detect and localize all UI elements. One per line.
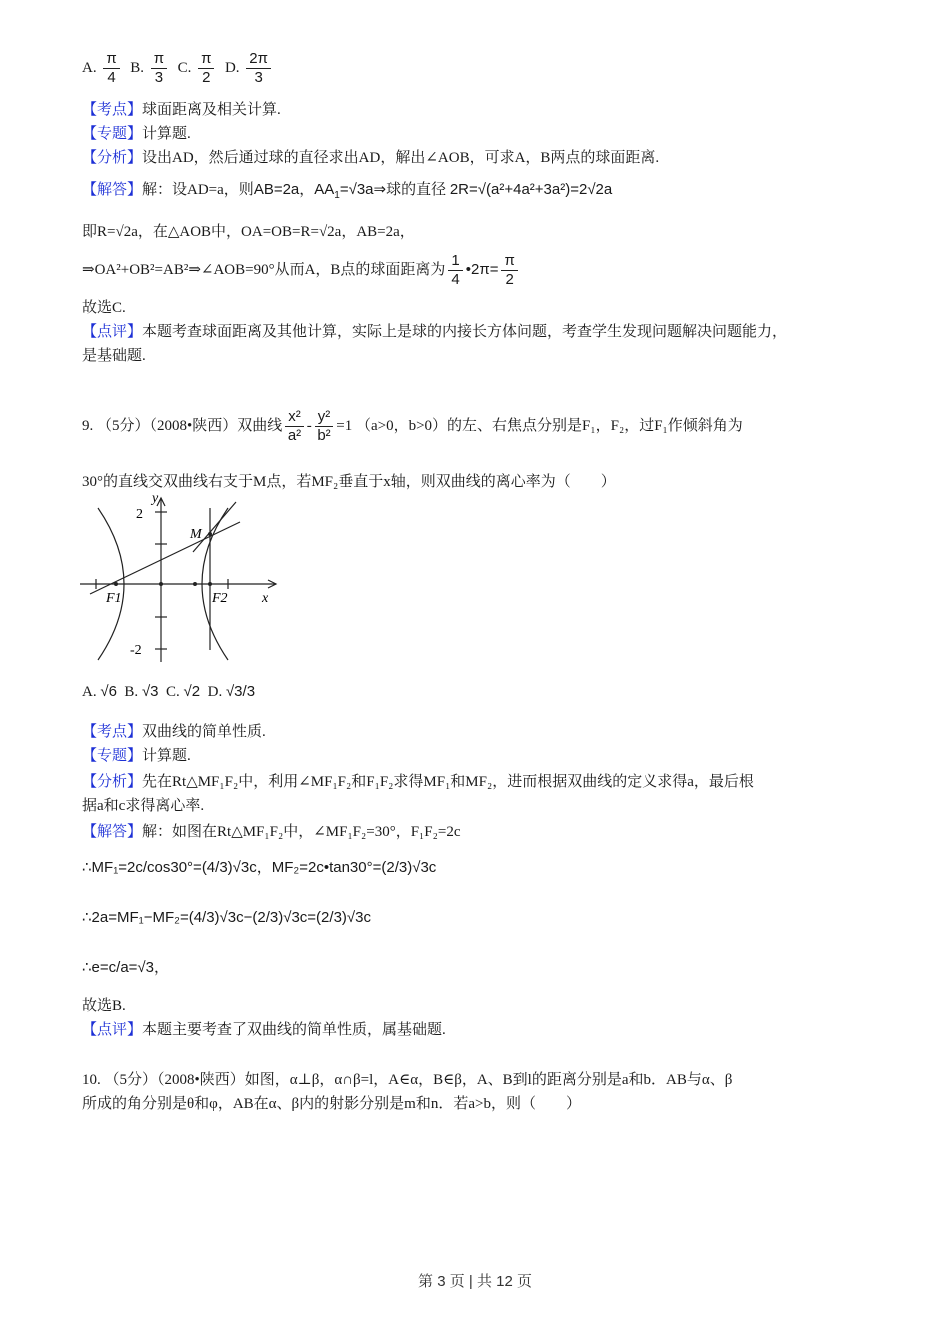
q9-jieda-line3: ∴2a=MF₁−MF₂=(4/3)√3c−(2/3)√3c=(2/3)√3c	[82, 909, 371, 926]
q9-guxuan: 故选B.	[82, 998, 126, 1014]
q8-guxuan: 故选C.	[82, 300, 126, 316]
page-footer: 第 3 页 | 共 12 页	[418, 1273, 532, 1290]
q10-line2: 所成的角分别是θ和φ，AB在α、β内的射影分别是m和n．若a>b，则（ ）	[82, 1096, 581, 1112]
svg-text:-2: -2	[130, 643, 142, 658]
option-a-label: A.	[82, 59, 97, 76]
q10-line1: 10. （5分）（2008•陕西）如图，α⊥β，α∩β=l，A∈α，B∈β，A、B到l的距离分别是a和b．AB与α、β	[82, 1072, 733, 1088]
q9-jieda-line4: ∴e=c/a=√3，	[82, 959, 169, 976]
svg-text:2: 2	[136, 507, 143, 522]
q8-zhuanti: 【专题】计算题.	[82, 126, 191, 142]
svg-text:F2: F2	[212, 591, 228, 606]
hyperbola-figure	[78, 492, 283, 664]
option-b-label: B.	[130, 59, 144, 76]
q8-options	[82, 50, 274, 87]
q9-jieda-line2: ∴MF₁=2c/cos30°=(4/3)√3c，MF₂=2c•tan30°=(2/3)√3c	[82, 859, 437, 876]
q9-kaodian: 【考点】双曲线的简单性质.	[82, 724, 266, 740]
option-c-value: $\frac{\pi}{2}$	[198, 50, 214, 87]
svg-text:x: x	[262, 591, 269, 606]
q9-fenxi-cont: 据a和c求得离心率.	[82, 798, 205, 814]
option-a-value: $\frac{\pi}{4}$	[103, 50, 119, 87]
q9-fenxi: 【分析】先在Rt△MF₁F₂中，利用∠MF₁F₂和F₁F₂求得MF₁和MF₂，进而根据双曲线的定义求得a，最后根	[82, 774, 754, 790]
q8-jieda-line3: ⇒OA²+OB²=AB²⇒∠AOB=90°从而A，B点的球面距离为 $\frac{1}{4}$ •2π= $\frac{\pi}{2}$	[82, 252, 521, 289]
q8-kaodian: 【考点】球面距离及相关计算.	[82, 102, 281, 118]
q8-fenxi: 【分析】设出AD，然后通过球的直径求出AD，解出∠AOB，可求A，B两点的球面距离.	[82, 150, 660, 166]
q9-header-cont: 30°的直线交双曲线右支于M点，若MF₂垂直于x轴，则双曲线的离心率为（ ）	[82, 474, 616, 490]
svg-text:M: M	[190, 527, 202, 542]
option-c-label: C.	[177, 59, 192, 76]
q9-options: A. √6 B. √3 C. √2 D. √3/3	[82, 683, 256, 700]
q8-dianping: 【点评】本题考查球面距离及其他计算，实际上是球的内接长方体问题，考查学生发现问题解决问题能力，	[82, 324, 788, 340]
option-b-value: $\frac{\pi}{3}$	[151, 50, 167, 87]
svg-text:y: y	[152, 492, 159, 506]
q9-dianping: 【点评】本题主要考查了双曲线的简单性质，属基础题.	[82, 1022, 446, 1038]
q8-dianping-cont: 是基础题.	[82, 348, 146, 364]
q8-jieda-line1: 【解答】解：设AD=a，则AB=2a，$AA_1=√3a\Rightarrow$球的直径 2R=√(a²+4a²+3a²)=2√2a	[82, 181, 613, 201]
option-d-label: D.	[224, 59, 240, 76]
q8-jieda-line2: 即R=√2a，在△AOB中，OA=OB=R=√2a，AB=2a，	[82, 224, 415, 240]
svg-text:F1: F1	[106, 591, 122, 606]
q9-jieda: 【解答】解：如图在Rt△MF₁F₂中，∠MF₁F₂=30°，F₁F₂=2c	[82, 824, 461, 840]
option-d-value: $\frac{2\pi}{3}$	[246, 50, 271, 87]
q9-zhuanti: 【专题】计算题.	[82, 748, 191, 764]
q9-header: 9. （5分）（2008•陕西）双曲线 $\frac{\text{x²}}{\text{a²}}$ - $\frac{\text{y²}}{\text{b²}}$ =1 （a>0，b>0）的左、右焦点分别是F₁，F₂，过F₁作倾斜角为	[82, 408, 743, 444]
